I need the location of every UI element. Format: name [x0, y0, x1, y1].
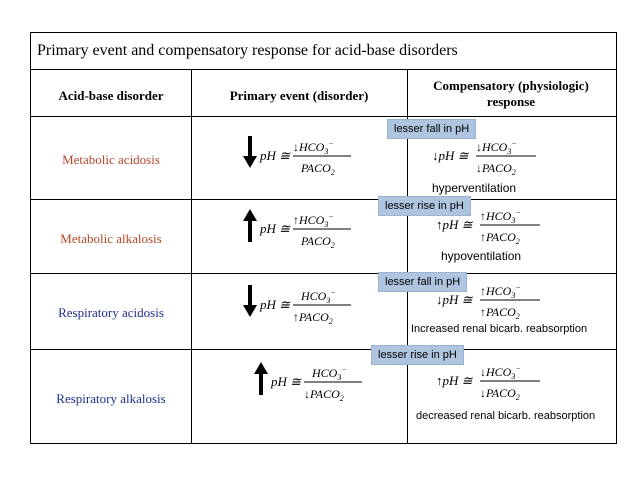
svg-text:↓PACO2: $↓PACO_2$ — [480, 386, 520, 402]
disorder-respiratory-acidosis: Respiratory acidosis — [58, 305, 164, 320]
formula-svg — [432, 136, 542, 178]
table-title: Primary event and compensatory response for acid-base disorders — [31, 33, 616, 70]
header-primary-event: Primary event (disorder) — [229, 88, 369, 103]
svg-text:↓PACO2: $↓PACO_2$ — [476, 161, 516, 177]
tag-lesser-fall-ph: lesser fall in pH — [387, 119, 476, 139]
primary-formula-metabolic-alkalosis — [243, 207, 353, 258]
svg-text:↑PACO2: $↑PACO_2$ — [480, 230, 520, 246]
row-divider — [31, 273, 616, 274]
svg-text:↓pH ≅: ↓pH ≅ — [432, 148, 469, 163]
svg-text:↑HCO3−: $↑HCO_3^-$ — [480, 283, 521, 300]
row-divider — [31, 116, 616, 117]
tag-lesser-fall-ph: lesser fall in pH — [378, 272, 467, 292]
svg-text:pH ≅: pH ≅ — [260, 297, 291, 312]
svg-text:pH ≅: pH ≅ — [260, 221, 291, 236]
svg-text:↑PACO2: $↑PACO_2$ — [480, 305, 520, 321]
svg-text:↓HCO3−: $↓HCO_3^-$ — [293, 139, 334, 156]
formula-svg — [254, 360, 364, 406]
svg-text:↓pH ≅: ↓pH ≅ — [436, 292, 473, 307]
svg-text:PACO2: $PACO_2$ — [301, 161, 335, 177]
svg-text:↑HCO3−: $↑HCO_3^-$ — [480, 208, 521, 225]
svg-text:↑HCO3−: $↑HCO_3^-$ — [293, 212, 334, 229]
header-compensatory-response: Compensatory (physiologic) response — [433, 78, 589, 109]
row-divider — [31, 199, 616, 200]
column-divider — [191, 70, 192, 443]
row-divider — [31, 349, 616, 350]
svg-text:PACO2: $PACO_2$ — [301, 234, 335, 250]
svg-text:↑pH ≅: ↑pH ≅ — [436, 373, 473, 388]
primary-formula-respiratory-acidosis — [243, 283, 353, 334]
tag-lesser-rise-ph: lesser rise in pH — [371, 345, 464, 365]
tag-lesser-rise-ph: lesser rise in pH — [378, 196, 471, 216]
formula-svg — [243, 283, 353, 329]
formula-svg — [436, 361, 546, 403]
note-decreased-renal-bicarb: decreased renal bicarb. reabsorption — [416, 410, 596, 422]
formula-svg — [243, 207, 353, 253]
svg-text:↑PACO2: $↑PACO_2$ — [293, 310, 333, 326]
disorder-metabolic-alkalosis: Metabolic alkalosis — [60, 231, 162, 246]
svg-text:↓PACO2: $↓PACO_2$ — [304, 387, 344, 403]
big-down-arrow-icon — [243, 136, 257, 168]
svg-text:pH ≅: pH ≅ — [271, 374, 302, 389]
formula-svg — [243, 134, 353, 180]
disorder-metabolic-acidosis: Metabolic acidosis — [62, 152, 160, 167]
compensatory-formula-metabolic-acidosis — [432, 136, 542, 183]
disorder-respiratory-alkalosis: Respiratory alkalosis — [56, 391, 166, 406]
svg-text:HCO3−: $HCO_3^-$ — [301, 288, 336, 305]
svg-text:↓HCO3−: $↓HCO_3^-$ — [480, 364, 521, 381]
primary-formula-metabolic-acidosis — [243, 134, 353, 185]
svg-text:↑pH ≅: ↑pH ≅ — [436, 217, 473, 232]
note-hypoventilation: hypoventilation — [441, 249, 522, 263]
note-increased-renal-bicarb: Increased renal bicarb. reabsorption — [411, 323, 588, 335]
svg-text:↓HCO3−: $↓HCO_3^-$ — [476, 139, 517, 156]
svg-text:pH ≅: pH ≅ — [260, 148, 291, 163]
big-up-arrow-icon — [254, 362, 268, 395]
big-down-arrow-icon — [243, 285, 257, 317]
header-acid-base-disorder: Acid-base disorder — [58, 88, 164, 103]
svg-text:HCO3−: $HCO_3^-$ — [312, 365, 347, 382]
primary-formula-respiratory-alkalosis — [254, 360, 364, 411]
note-hyperventilation: hyperventilation — [432, 181, 517, 195]
big-up-arrow-icon — [243, 209, 257, 242]
compensatory-formula-respiratory-alkalosis — [436, 361, 546, 408]
